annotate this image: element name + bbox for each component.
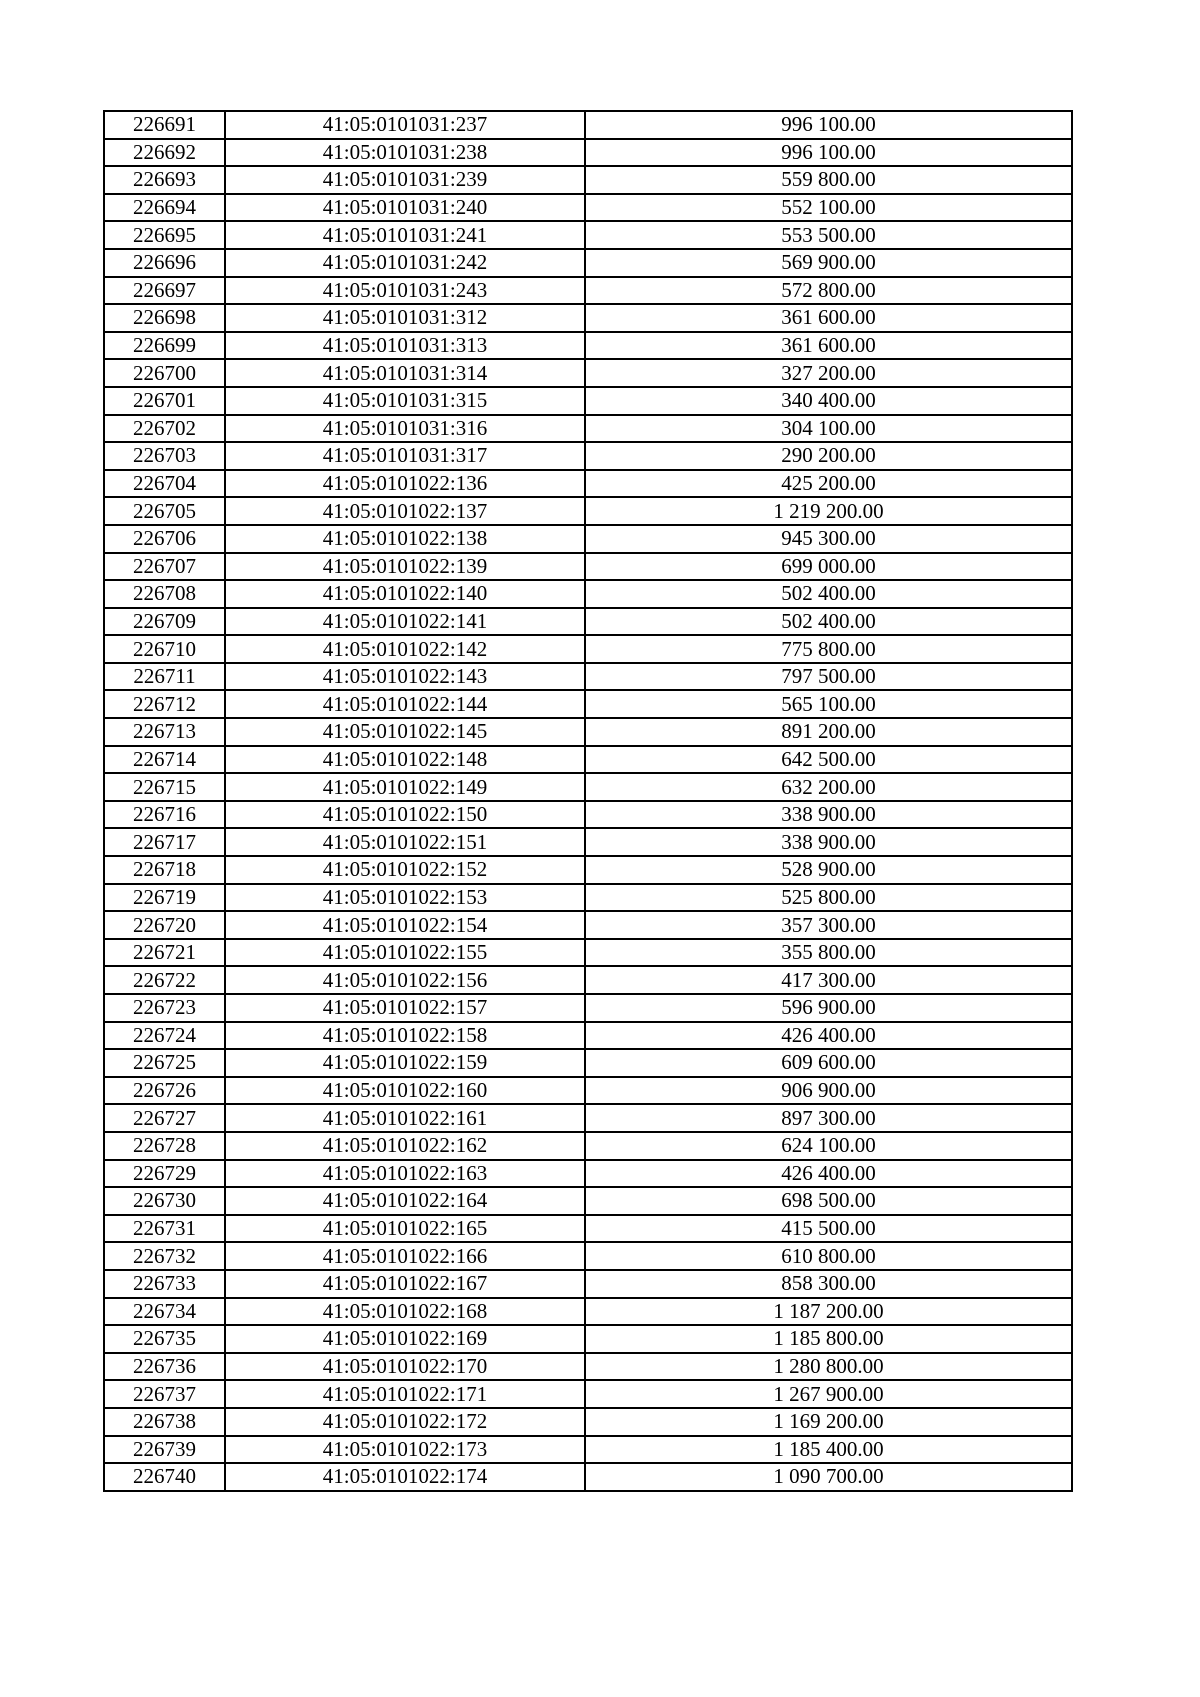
cadastral-number-cell: 41:05:0101022:136 [225,470,585,498]
table-row [104,497,1072,525]
value-cell: 415 500.00 [585,1215,1072,1243]
value-cell: 502 400.00 [585,580,1072,608]
cadastral-number-cell: 41:05:0101031:317 [225,442,585,470]
row-number-cell: 226699 [104,332,225,360]
table-row [104,608,1072,636]
row-number-cell: 226728 [104,1132,225,1160]
table-row [104,1077,1072,1105]
value-cell: 417 300.00 [585,966,1072,994]
row-number-cell: 226739 [104,1436,225,1464]
table-row [104,856,1072,884]
cadastral-number-cell: 41:05:0101022:158 [225,1022,585,1050]
table-row [104,635,1072,663]
row-number-cell: 226715 [104,773,225,801]
cadastral-number-cell: 41:05:0101022:168 [225,1298,585,1326]
row-number-cell: 226730 [104,1187,225,1215]
row-number-cell: 226706 [104,525,225,553]
row-number-cell: 226726 [104,1077,225,1105]
table-row [104,1132,1072,1160]
value-cell: 340 400.00 [585,387,1072,415]
row-number-cell: 226702 [104,415,225,443]
row-number-cell: 226714 [104,746,225,774]
cadastral-number-cell: 41:05:0101031:316 [225,415,585,443]
table-row [104,1104,1072,1132]
row-number-cell: 226729 [104,1160,225,1188]
cadastral-number-cell: 41:05:0101022:172 [225,1408,585,1436]
table-row [104,1187,1072,1215]
value-cell: 891 200.00 [585,718,1072,746]
cadastral-number-cell: 41:05:0101031:241 [225,221,585,249]
value-cell: 338 900.00 [585,828,1072,856]
table-row [104,1022,1072,1050]
table-row [104,139,1072,167]
table-row [104,553,1072,581]
table-row [104,746,1072,774]
cadastral-number-cell: 41:05:0101022:139 [225,553,585,581]
value-cell: 1 187 200.00 [585,1298,1072,1326]
value-cell: 1 090 700.00 [585,1463,1072,1491]
cadastral-number-cell: 41:05:0101022:171 [225,1380,585,1408]
cadastral-number-cell: 41:05:0101022:159 [225,1049,585,1077]
value-cell: 361 600.00 [585,332,1072,360]
value-cell: 858 300.00 [585,1270,1072,1298]
value-cell: 1 185 800.00 [585,1325,1072,1353]
table-row [104,415,1072,443]
row-number-cell: 226711 [104,663,225,691]
row-number-cell: 226735 [104,1325,225,1353]
table-row [104,359,1072,387]
cadastral-number-cell: 41:05:0101031:315 [225,387,585,415]
row-number-cell: 226734 [104,1298,225,1326]
value-cell: 569 900.00 [585,249,1072,277]
table-row [104,111,1072,139]
table-row [104,221,1072,249]
table-row [104,1463,1072,1491]
table-row [104,828,1072,856]
cadastral-number-cell: 41:05:0101022:164 [225,1187,585,1215]
cadastral-number-cell: 41:05:0101022:166 [225,1242,585,1270]
value-cell: 996 100.00 [585,111,1072,139]
cadastral-number-cell: 41:05:0101022:141 [225,608,585,636]
value-cell: 596 900.00 [585,994,1072,1022]
cadastral-number-cell: 41:05:0101022:155 [225,939,585,967]
table-row [104,1270,1072,1298]
table-row [104,277,1072,305]
value-cell: 327 200.00 [585,359,1072,387]
row-number-cell: 226693 [104,166,225,194]
row-number-cell: 226732 [104,1242,225,1270]
row-number-cell: 226740 [104,1463,225,1491]
table-row [104,994,1072,1022]
row-number-cell: 226724 [104,1022,225,1050]
value-cell: 775 800.00 [585,635,1072,663]
row-number-cell: 226721 [104,939,225,967]
value-cell: 699 000.00 [585,553,1072,581]
row-number-cell: 226719 [104,884,225,912]
cadastral-number-cell: 41:05:0101022:165 [225,1215,585,1243]
value-cell: 1 219 200.00 [585,497,1072,525]
row-number-cell: 226694 [104,194,225,222]
row-number-cell: 226718 [104,856,225,884]
row-number-cell: 226722 [104,966,225,994]
table-row [104,1298,1072,1326]
row-number-cell: 226707 [104,553,225,581]
row-number-cell: 226696 [104,249,225,277]
value-cell: 572 800.00 [585,277,1072,305]
cadastral-number-cell: 41:05:0101022:137 [225,497,585,525]
value-cell: 1 169 200.00 [585,1408,1072,1436]
value-cell: 1 280 800.00 [585,1353,1072,1381]
table-body [104,111,1072,1491]
row-number-cell: 226716 [104,801,225,829]
row-number-cell: 226725 [104,1049,225,1077]
value-cell: 897 300.00 [585,1104,1072,1132]
row-number-cell: 226737 [104,1380,225,1408]
value-cell: 338 900.00 [585,801,1072,829]
cadastral-number-cell: 41:05:0101022:142 [225,635,585,663]
table-row [104,966,1072,994]
cadastral-number-cell: 41:05:0101022:170 [225,1353,585,1381]
cadastral-number-cell: 41:05:0101022:156 [225,966,585,994]
value-cell: 357 300.00 [585,911,1072,939]
cadastral-number-cell: 41:05:0101031:243 [225,277,585,305]
cadastral-number-cell: 41:05:0101031:313 [225,332,585,360]
cadastral-number-cell: 41:05:0101022:151 [225,828,585,856]
value-cell: 632 200.00 [585,773,1072,801]
table-row [104,194,1072,222]
cadastral-number-cell: 41:05:0101022:157 [225,994,585,1022]
value-cell: 559 800.00 [585,166,1072,194]
cadastral-number-cell: 41:05:0101022:173 [225,1436,585,1464]
table-row [104,525,1072,553]
table-row [104,773,1072,801]
table-row [104,1353,1072,1381]
value-cell: 355 800.00 [585,939,1072,967]
value-cell: 945 300.00 [585,525,1072,553]
table-row [104,690,1072,718]
cadastral-number-cell: 41:05:0101031:314 [225,359,585,387]
table-row [104,911,1072,939]
cadastral-number-cell: 41:05:0101031:312 [225,304,585,332]
value-cell: 528 900.00 [585,856,1072,884]
cadastral-number-cell: 41:05:0101022:138 [225,525,585,553]
value-cell: 609 600.00 [585,1049,1072,1077]
row-number-cell: 226701 [104,387,225,415]
table-row [104,718,1072,746]
table-row [104,1408,1072,1436]
row-number-cell: 226697 [104,277,225,305]
cadastral-number-cell: 41:05:0101022:144 [225,690,585,718]
row-number-cell: 226713 [104,718,225,746]
row-number-cell: 226710 [104,635,225,663]
row-number-cell: 226700 [104,359,225,387]
cadastral-number-cell: 41:05:0101031:240 [225,194,585,222]
value-cell: 304 100.00 [585,415,1072,443]
table-row [104,332,1072,360]
value-cell: 996 100.00 [585,139,1072,167]
cadastral-number-cell: 41:05:0101031:237 [225,111,585,139]
value-cell: 361 600.00 [585,304,1072,332]
cadastral-number-cell: 41:05:0101031:242 [225,249,585,277]
cadastral-number-cell: 41:05:0101022:169 [225,1325,585,1353]
row-number-cell: 226692 [104,139,225,167]
table-row [104,1242,1072,1270]
table-row [104,166,1072,194]
value-cell: 525 800.00 [585,884,1072,912]
row-number-cell: 226717 [104,828,225,856]
cadastral-number-cell: 41:05:0101022:150 [225,801,585,829]
data-table [103,110,1073,1492]
value-cell: 425 200.00 [585,470,1072,498]
value-cell: 565 100.00 [585,690,1072,718]
row-number-cell: 226709 [104,608,225,636]
cadastral-number-cell: 41:05:0101022:153 [225,884,585,912]
value-cell: 552 100.00 [585,194,1072,222]
cadastral-number-cell: 41:05:0101031:239 [225,166,585,194]
row-number-cell: 226695 [104,221,225,249]
row-number-cell: 226698 [104,304,225,332]
table-row [104,1215,1072,1243]
row-number-cell: 226704 [104,470,225,498]
table-row [104,1436,1072,1464]
cadastral-number-cell: 41:05:0101022:154 [225,911,585,939]
table-row [104,801,1072,829]
value-cell: 502 400.00 [585,608,1072,636]
value-cell: 698 500.00 [585,1187,1072,1215]
value-cell: 290 200.00 [585,442,1072,470]
value-cell: 426 400.00 [585,1160,1072,1188]
row-number-cell: 226703 [104,442,225,470]
value-cell: 1 185 400.00 [585,1436,1072,1464]
value-cell: 610 800.00 [585,1242,1072,1270]
table-row [104,442,1072,470]
table-row [104,580,1072,608]
cadastral-number-cell: 41:05:0101022:163 [225,1160,585,1188]
row-number-cell: 226691 [104,111,225,139]
table-row [104,470,1072,498]
table-row [104,884,1072,912]
table-row [104,387,1072,415]
row-number-cell: 226738 [104,1408,225,1436]
table-row [104,1380,1072,1408]
row-number-cell: 226733 [104,1270,225,1298]
cadastral-number-cell: 41:05:0101022:174 [225,1463,585,1491]
row-number-cell: 226723 [104,994,225,1022]
table-row [104,663,1072,691]
value-cell: 1 267 900.00 [585,1380,1072,1408]
value-cell: 797 500.00 [585,663,1072,691]
value-cell: 426 400.00 [585,1022,1072,1050]
table-row [104,939,1072,967]
cadastral-number-cell: 41:05:0101022:148 [225,746,585,774]
row-number-cell: 226736 [104,1353,225,1381]
table-row [104,1049,1072,1077]
cadastral-number-cell: 41:05:0101022:167 [225,1270,585,1298]
cadastral-number-cell: 41:05:0101022:152 [225,856,585,884]
row-number-cell: 226712 [104,690,225,718]
table-row [104,249,1072,277]
row-number-cell: 226708 [104,580,225,608]
cadastral-number-cell: 41:05:0101022:149 [225,773,585,801]
value-cell: 642 500.00 [585,746,1072,774]
cadastral-number-cell: 41:05:0101022:161 [225,1104,585,1132]
table-row [104,1160,1072,1188]
row-number-cell: 226720 [104,911,225,939]
value-cell: 906 900.00 [585,1077,1072,1105]
value-cell: 624 100.00 [585,1132,1072,1160]
table-row [104,1325,1072,1353]
cadastral-number-cell: 41:05:0101031:238 [225,139,585,167]
cadastral-number-cell: 41:05:0101022:140 [225,580,585,608]
cadastral-number-cell: 41:05:0101022:160 [225,1077,585,1105]
value-cell: 553 500.00 [585,221,1072,249]
cadastral-number-cell: 41:05:0101022:162 [225,1132,585,1160]
table-row [104,304,1072,332]
cadastral-number-cell: 41:05:0101022:143 [225,663,585,691]
cadastral-number-cell: 41:05:0101022:145 [225,718,585,746]
row-number-cell: 226705 [104,497,225,525]
row-number-cell: 226727 [104,1104,225,1132]
row-number-cell: 226731 [104,1215,225,1243]
